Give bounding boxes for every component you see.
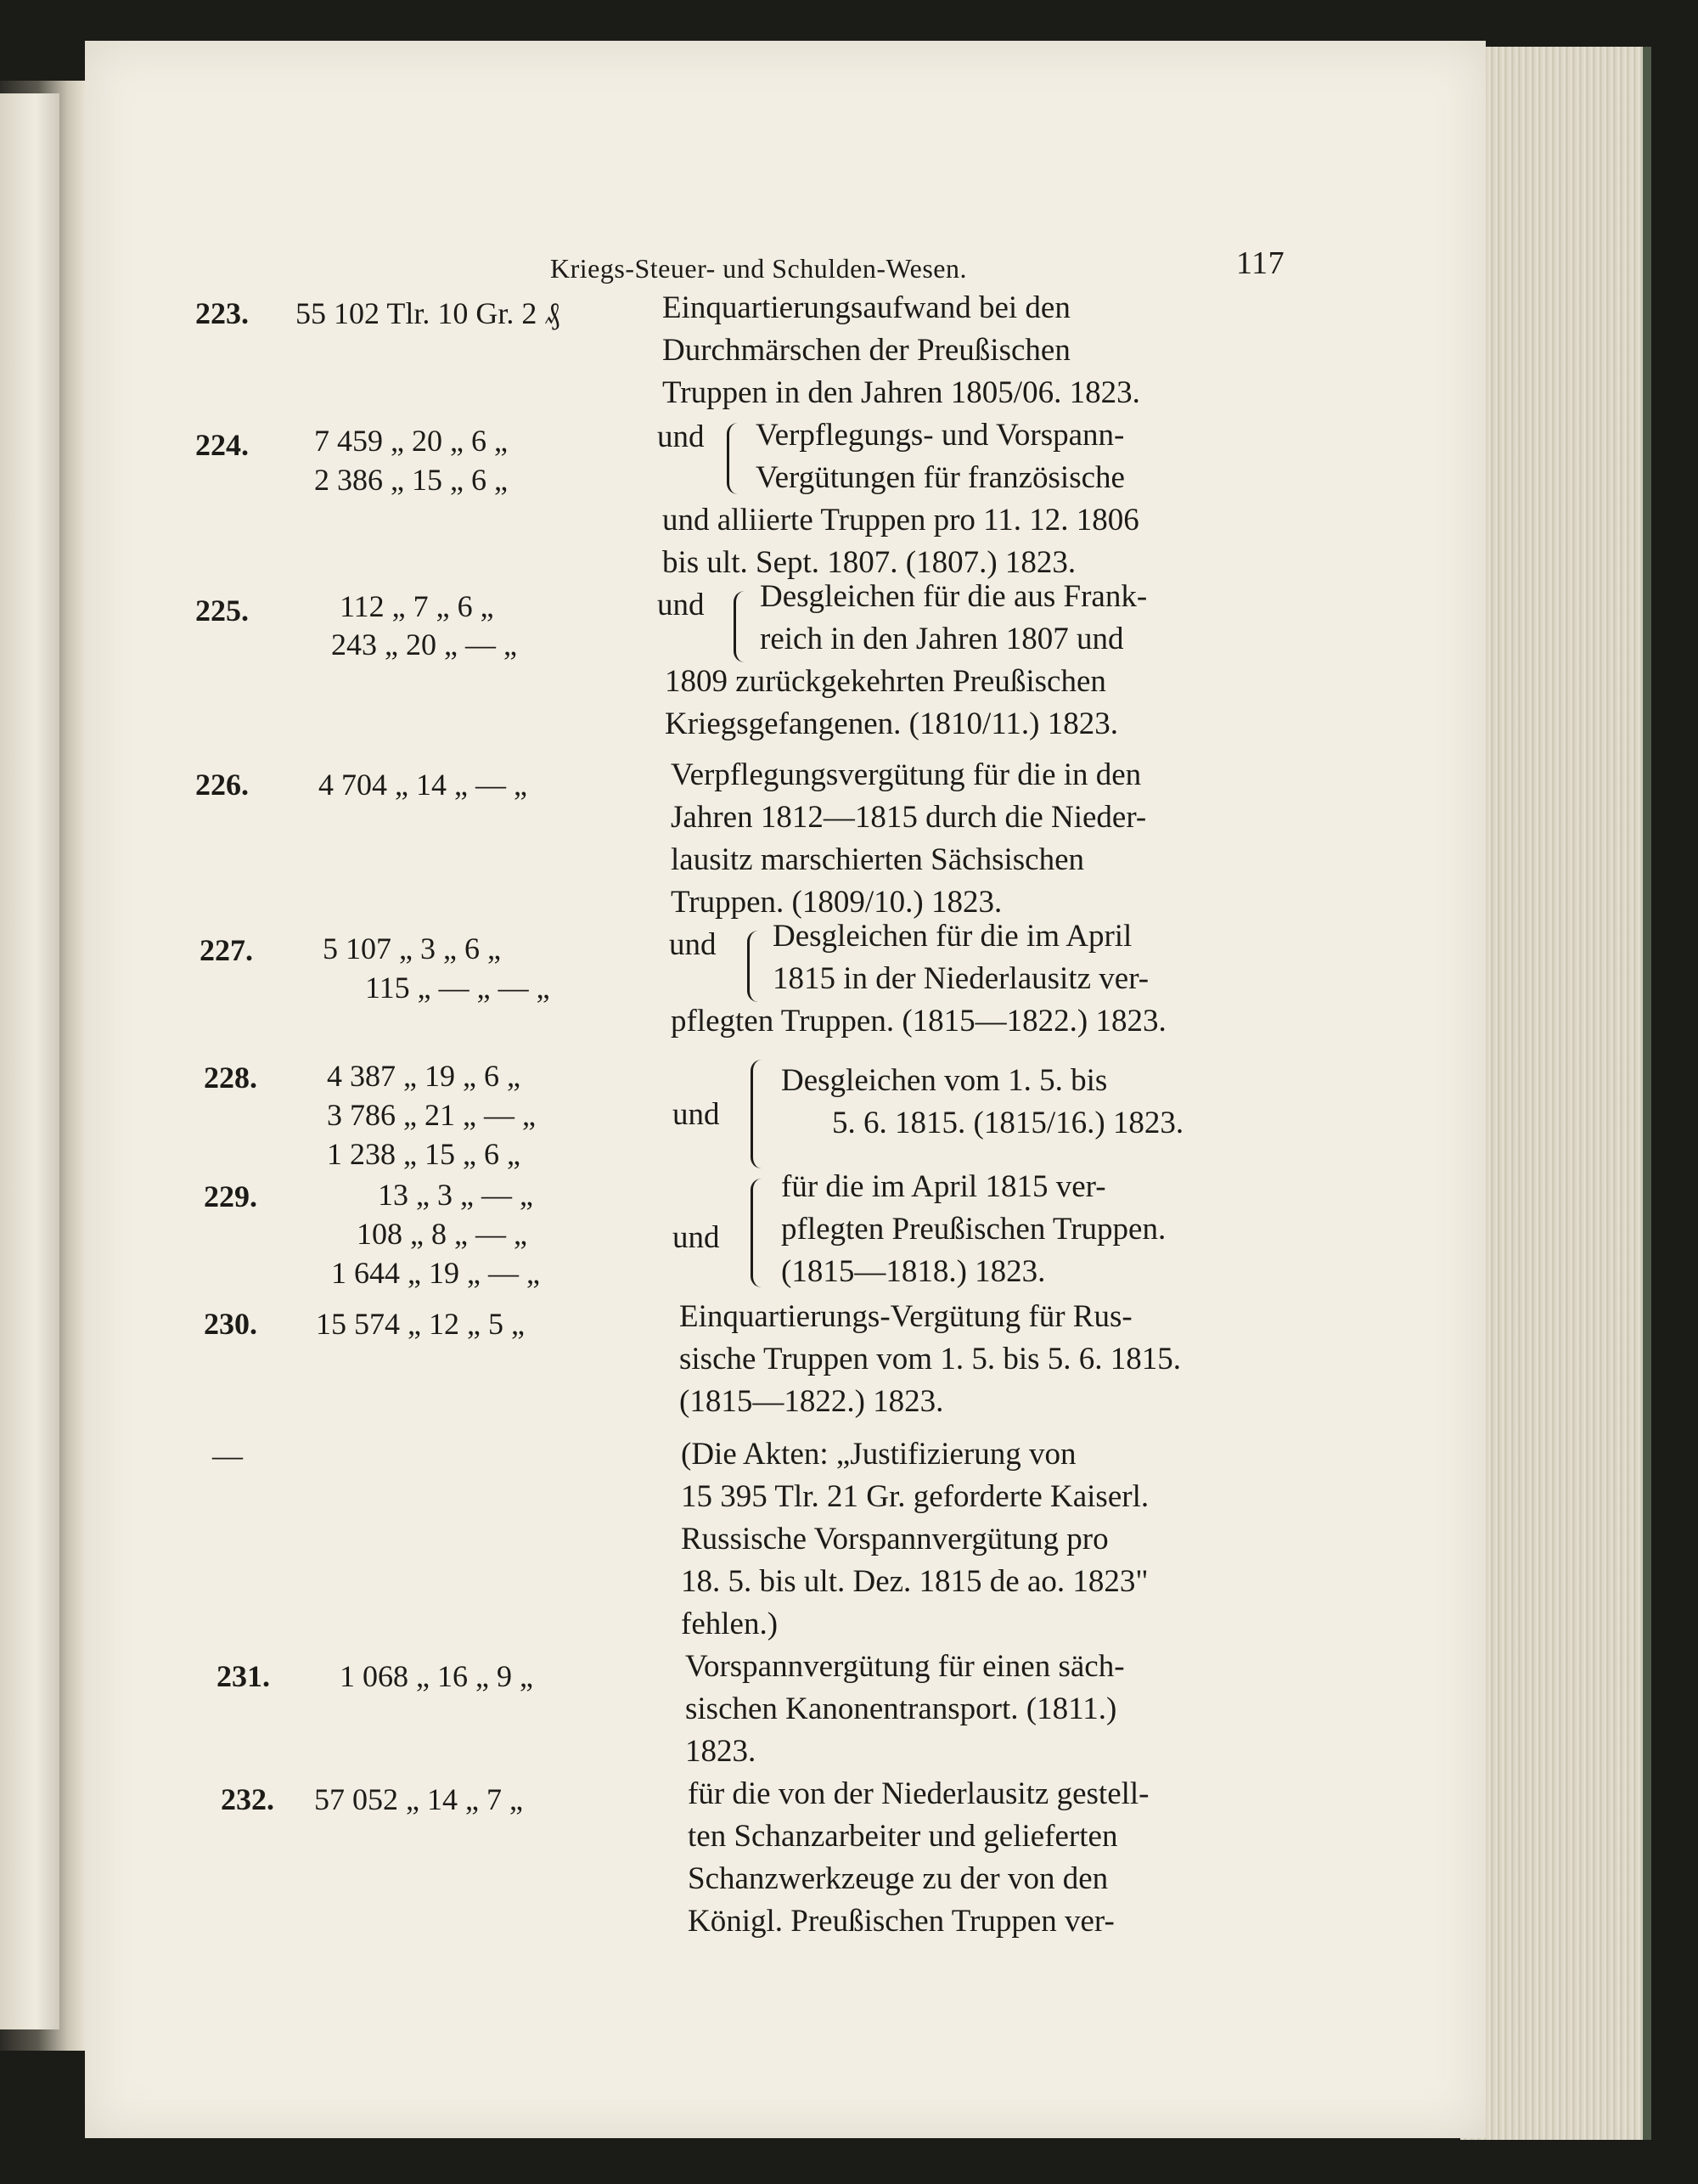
brace: [747, 931, 758, 1002]
entry-text: Einquartierungsaufwand bei den: [662, 290, 1071, 325]
brace: [727, 423, 738, 494]
brace: [734, 591, 745, 662]
entry-amount: 112 „ 7 „ 6 „: [340, 589, 494, 623]
entry-text: 15 395 Tlr. 21 Gr. geforderte Kaiserl.: [681, 1479, 1150, 1514]
entry-number: 230.: [204, 1307, 257, 1341]
entry-text: Verpflegungs- und Vorspann-: [756, 418, 1125, 453]
entry-text: und alliierte Truppen pro 11. 12. 1806: [662, 503, 1139, 538]
entry-text: ten Schanzarbeiter und gelieferten: [688, 1819, 1118, 1854]
entry-text: 5. 6. 1815. (1815/16.) 1823.: [832, 1106, 1184, 1140]
entry-number: 231.: [216, 1659, 270, 1693]
entry-amount: 3 786 „ 21 „ — „: [327, 1098, 536, 1132]
entry-text: (Die Akten: „Justifizierung von: [681, 1437, 1077, 1472]
entry-amount: 5 107 „ 3 „ 6 „: [323, 932, 501, 965]
entry-text: bis ult. Sept. 1807. (1807.) 1823.: [662, 545, 1077, 580]
entry-connector: und: [672, 1220, 720, 1255]
page-number: 117: [1236, 245, 1285, 281]
entry-connector: und: [669, 927, 717, 962]
entry-connector: und: [672, 1097, 720, 1132]
entry-text: fehlen.): [681, 1607, 779, 1641]
entry-text: Einquartierungs-Vergütung für Rus-: [679, 1299, 1133, 1334]
entry-number: 223.: [195, 296, 249, 330]
entry-text: Jahren 1812—1815 durch die Nieder-: [671, 800, 1147, 835]
entry-amount: 15 574 „ 12 „ 5 „: [316, 1307, 525, 1341]
entry-text: 1815 in der Niederlausitz ver-: [773, 961, 1150, 996]
entry-number: 225.: [195, 594, 249, 628]
entry-text: reich in den Jahren 1807 und: [760, 622, 1124, 656]
entry-text: Truppen in den Jahren 1805/06. 1823.: [662, 375, 1140, 410]
entry-amount: 115 „ — „ — „: [365, 971, 550, 1005]
entry-amount: 108 „ 8 „ — „: [357, 1217, 527, 1251]
entry-text: Desgleichen vom 1. 5. bis: [781, 1063, 1108, 1098]
entry-text: Vorspannvergütung für einen säch-: [685, 1649, 1125, 1684]
entry-amount: 4 704 „ 14 „ — „: [318, 768, 527, 802]
entry-number: 227.: [200, 933, 253, 967]
entry-amount: 1 238 „ 15 „ 6 „: [327, 1137, 520, 1171]
entry-text: pflegten Preußischen Truppen.: [781, 1212, 1167, 1247]
entry-number: 224.: [195, 428, 249, 462]
entry-connector: und: [657, 588, 705, 622]
brace: [751, 1179, 762, 1287]
entry-text: pflegten Truppen. (1815—1822.) 1823.: [671, 1004, 1167, 1039]
entry-text: Kriegsgefangenen. (1810/11.) 1823.: [665, 706, 1118, 741]
entry-text: (1815—1818.) 1823.: [781, 1254, 1046, 1289]
entry-number: 232.: [221, 1782, 274, 1816]
entry-number: 229.: [204, 1179, 257, 1213]
entry-text: 1823.: [685, 1734, 756, 1769]
entry-text: 1809 zurückgekehrten Preußischen: [665, 664, 1106, 699]
entry-number: 226.: [195, 768, 249, 802]
entry-text: sischen Kanonentransport. (1811.): [685, 1691, 1117, 1726]
entry-number: 228.: [204, 1061, 257, 1095]
entry-amount: 55 102 Tlr. 10 Gr. 2 ₰: [295, 296, 560, 330]
entry-text: Desgleichen für die im April: [773, 919, 1133, 954]
entry-text: 18. 5. bis ult. Dez. 1815 de ao. 1823": [681, 1564, 1149, 1599]
entry-text: Verpflegungsvergütung für die in den: [671, 757, 1142, 792]
entry-text: für die im April 1815 ver-: [781, 1169, 1106, 1204]
entry-amount: 7 459 „ 20 „ 6 „: [314, 424, 508, 458]
entry-text: Vergütungen für französische: [756, 460, 1125, 495]
entry-amount: 57 052 „ 14 „ 7 „: [314, 1782, 523, 1816]
entry-text: Truppen. (1809/10.) 1823.: [671, 885, 1003, 920]
entry-text: Schanzwerkzeuge zu der von den: [688, 1861, 1109, 1896]
entry-number: —: [212, 1438, 243, 1472]
entry-amount: 4 387 „ 19 „ 6 „: [327, 1059, 520, 1093]
entry-amount: 1 644 „ 19 „ — „: [331, 1256, 540, 1290]
running-head: Kriegs-Steuer- und Schulden-Wesen.: [550, 253, 967, 284]
entry-text: Durchmärschen der Preußischen: [662, 333, 1071, 368]
page-block-edges: [1460, 47, 1651, 2140]
entry-amount: 1 068 „ 16 „ 9 „: [340, 1659, 533, 1693]
brace: [751, 1060, 762, 1168]
entry-text: Königl. Preußischen Truppen ver-: [688, 1904, 1115, 1939]
entry-text: für die von der Niederlausitz gestell-: [688, 1776, 1150, 1811]
entry-text: lausitz marschierten Sächsischen: [671, 842, 1084, 877]
book-page: [85, 41, 1486, 2138]
entry-amount: 2 386 „ 15 „ 6 „: [314, 463, 508, 497]
facing-page-edge: [0, 93, 59, 2029]
entry-amount: 13 „ 3 „ — „: [378, 1178, 533, 1212]
entry-text: sische Truppen vom 1. 5. bis 5. 6. 1815.: [679, 1342, 1182, 1376]
entry-amount: 243 „ 20 „ — „: [331, 628, 517, 661]
entry-text: (1815—1822.) 1823.: [679, 1384, 944, 1419]
entry-text: Russische Vorspannvergütung pro: [681, 1522, 1109, 1556]
entry-text: Desgleichen für die aus Frank-: [760, 579, 1148, 614]
entry-connector: und: [657, 419, 705, 454]
